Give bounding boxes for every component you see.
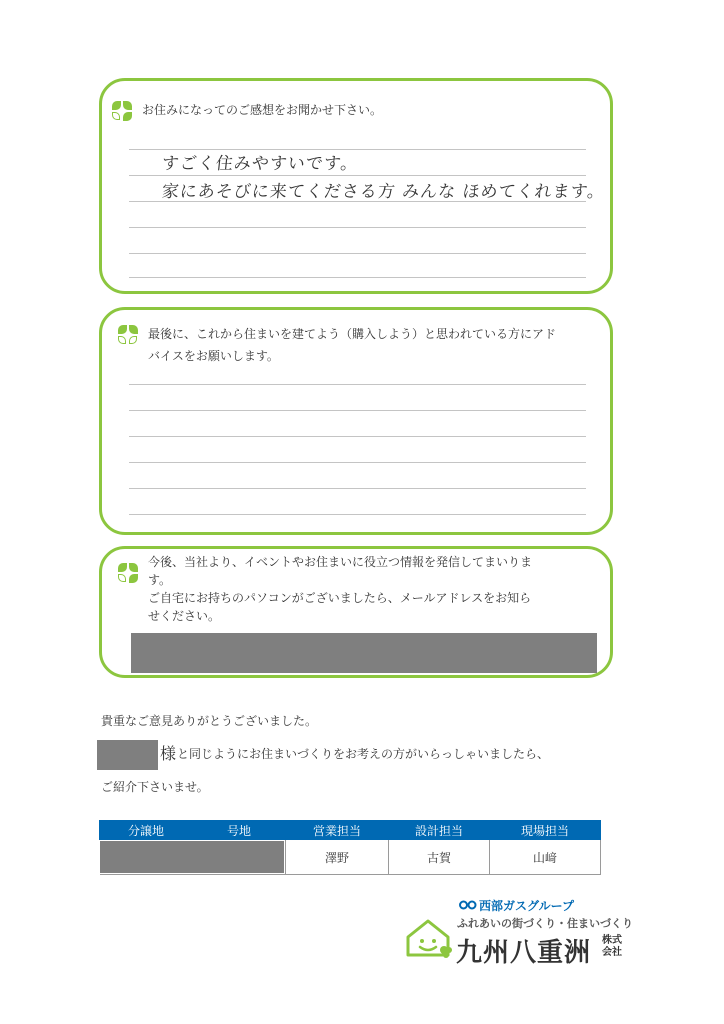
clover-icon bbox=[118, 325, 138, 345]
referral-text-line-2: ご紹介下さいませ。 bbox=[101, 780, 209, 794]
header-lot: 分譲地 bbox=[100, 821, 193, 840]
company-type-line-2: 会社 bbox=[602, 947, 622, 958]
clover-icon bbox=[118, 563, 138, 583]
newsletter-line-2: す。 bbox=[148, 573, 172, 587]
group-logo-icon bbox=[459, 898, 477, 912]
customer-name-redaction bbox=[97, 740, 158, 770]
header-lot-number: 号地 bbox=[193, 821, 286, 840]
honorific-sama: 様 bbox=[160, 744, 177, 763]
newsletter-line-3: ご自宅にお持ちのパソコンがございましたら、メールアドレスをお知ら bbox=[148, 591, 532, 605]
handwritten-answer-line-2: 家にあそびに来てくださる方 みんな ほめてくれます。 bbox=[160, 182, 607, 202]
lot-redaction bbox=[100, 841, 284, 873]
header-sales: 営業担当 bbox=[286, 821, 389, 840]
referral-text: と同じようにお住まいづくりをお考えの方がいらっしゃいましたら、 bbox=[177, 747, 550, 761]
house-logo-icon bbox=[404, 917, 452, 959]
impression-question: お住みになってのご感想をお聞かせ下さい。 bbox=[142, 103, 383, 117]
site-staff: 山﨑 bbox=[490, 840, 601, 875]
newsletter-section bbox=[99, 546, 613, 678]
email-redaction bbox=[131, 633, 597, 673]
advice-section bbox=[99, 307, 613, 535]
header-site: 現場担当 bbox=[490, 821, 601, 840]
handwritten-answer-line-1: すごく住みやすいです。 bbox=[160, 154, 360, 174]
lot-cell bbox=[100, 840, 286, 875]
company-slogan: ふれあいの街づくり・住まいづくり bbox=[457, 917, 633, 930]
design-staff: 古賀 bbox=[389, 840, 490, 875]
staff-table bbox=[99, 820, 601, 875]
advice-question-line-1: 最後に、これから住まいを建てよう（購入しよう）と思われている方にアド bbox=[148, 327, 557, 341]
thanks-text: 貴重なご意見ありがとうございました。 bbox=[101, 714, 318, 728]
clover-icon bbox=[112, 101, 132, 121]
header-design: 設計担当 bbox=[389, 821, 490, 840]
impression-section bbox=[99, 78, 613, 294]
company-name: 九州八重洲 bbox=[456, 938, 592, 968]
newsletter-line-4: せください。 bbox=[148, 609, 221, 623]
group-name: 西部ガスグループ bbox=[479, 899, 575, 913]
newsletter-line-1: 今後、当社より、イベントやお住まいに役立つ情報を発信してまいりま bbox=[148, 555, 533, 569]
sales-staff: 澤野 bbox=[286, 840, 389, 875]
company-type-line-1: 株式 bbox=[602, 935, 622, 946]
advice-question-line-2: バイスをお願いします。 bbox=[148, 349, 279, 363]
